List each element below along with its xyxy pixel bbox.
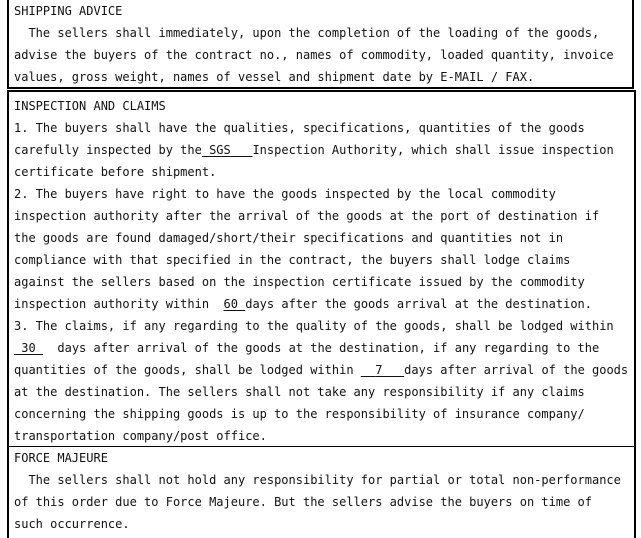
claim-days-blank bbox=[361, 363, 404, 377]
authority-name: SGS bbox=[209, 143, 231, 157]
shipping-advice-line: values, gross weight, names of vessel and shipment date by E-MAIL / FAX. bbox=[14, 70, 535, 84]
force-majeure-line: such occurrence. bbox=[14, 517, 130, 531]
inspection-item-1-line bbox=[14, 139, 614, 161]
claim-days-blank bbox=[14, 341, 43, 355]
claim-days-blank bbox=[224, 297, 246, 311]
inspection-item-1-line: certificate before shipment. bbox=[14, 165, 217, 179]
inspection-text: days after the goods arrival at the destination. bbox=[245, 297, 592, 311]
inspection-item-3-line bbox=[14, 337, 599, 359]
inspection-text: carefully inspected by the bbox=[14, 143, 202, 157]
inspection-item-2-line: the goods are found damaged/short/their specifications and quantities not in bbox=[14, 231, 564, 245]
shipping-advice-heading: SHIPPING ADVICE bbox=[14, 4, 123, 18]
inspection-text: inspection authority within bbox=[14, 297, 210, 311]
inspection-text: Inspection Authority, which shall issue inspection bbox=[252, 143, 614, 157]
inspection-item-3-line: transportation company/post office. bbox=[14, 429, 267, 443]
authority-name-blank bbox=[202, 143, 253, 157]
shipping-advice-line: The sellers shall immediately, upon the completion of the loading of the goods, bbox=[14, 26, 600, 40]
claim-days-value: 30 bbox=[21, 341, 36, 355]
inspection-item-2-line: compliance with that specified in the contract, the buyers shall lodge claims bbox=[14, 253, 571, 267]
inspection-item-2-line: against the sellers based on the inspection certificate issued by the commodity bbox=[14, 275, 585, 289]
inspection-item-1-line: 1. The buyers shall have the qualities, specifications, quantities of the goods bbox=[14, 121, 585, 135]
inspection-item-3-line: 3. The claims, if any regarding to the quality of the goods, shall be lodged within bbox=[14, 319, 614, 333]
inspection-text: quantities of the goods, shall be lodged within bbox=[14, 363, 354, 377]
shipping-advice-section bbox=[7, 0, 634, 89]
inspection-item-3-line bbox=[14, 359, 628, 381]
inspection-item-3-line: concerning the shipping goods is up to the responsibility of insurance company/ bbox=[14, 407, 585, 421]
claim-days-value: 7 bbox=[375, 363, 383, 377]
inspection-item-3-line: at the destination. The sellers shall not take any responsibility if any claims bbox=[14, 385, 585, 399]
force-majeure-line: of this order due to Force Majeure. But the sellers advise the buyers on time of bbox=[14, 495, 592, 509]
force-majeure-section bbox=[7, 446, 636, 538]
inspection-item-2-line: 2. The buyers have right to have the goods inspected by the local commodity bbox=[14, 187, 556, 201]
force-majeure-heading: FORCE MAJEURE bbox=[14, 451, 108, 465]
inspection-heading: INSPECTION AND CLAIMS bbox=[14, 99, 166, 113]
claim-days-value: 60 bbox=[223, 297, 238, 311]
inspection-text: days after arrival of the goods bbox=[404, 363, 629, 377]
inspection-text: days after arrival of the goods at the destination, if any regarding to the bbox=[57, 341, 600, 355]
shipping-advice-line: advise the buyers of the contract no., names of commodity, loaded quantity, invoice bbox=[14, 48, 614, 62]
inspection-item-2-line bbox=[14, 293, 592, 315]
inspection-item-2-line: inspection authority after the arrival of the goods at the port of destination if bbox=[14, 209, 600, 223]
force-majeure-line: The sellers shall not hold any responsibility for partial or total non-performance bbox=[14, 473, 621, 487]
inspection-claims-section bbox=[7, 90, 636, 447]
